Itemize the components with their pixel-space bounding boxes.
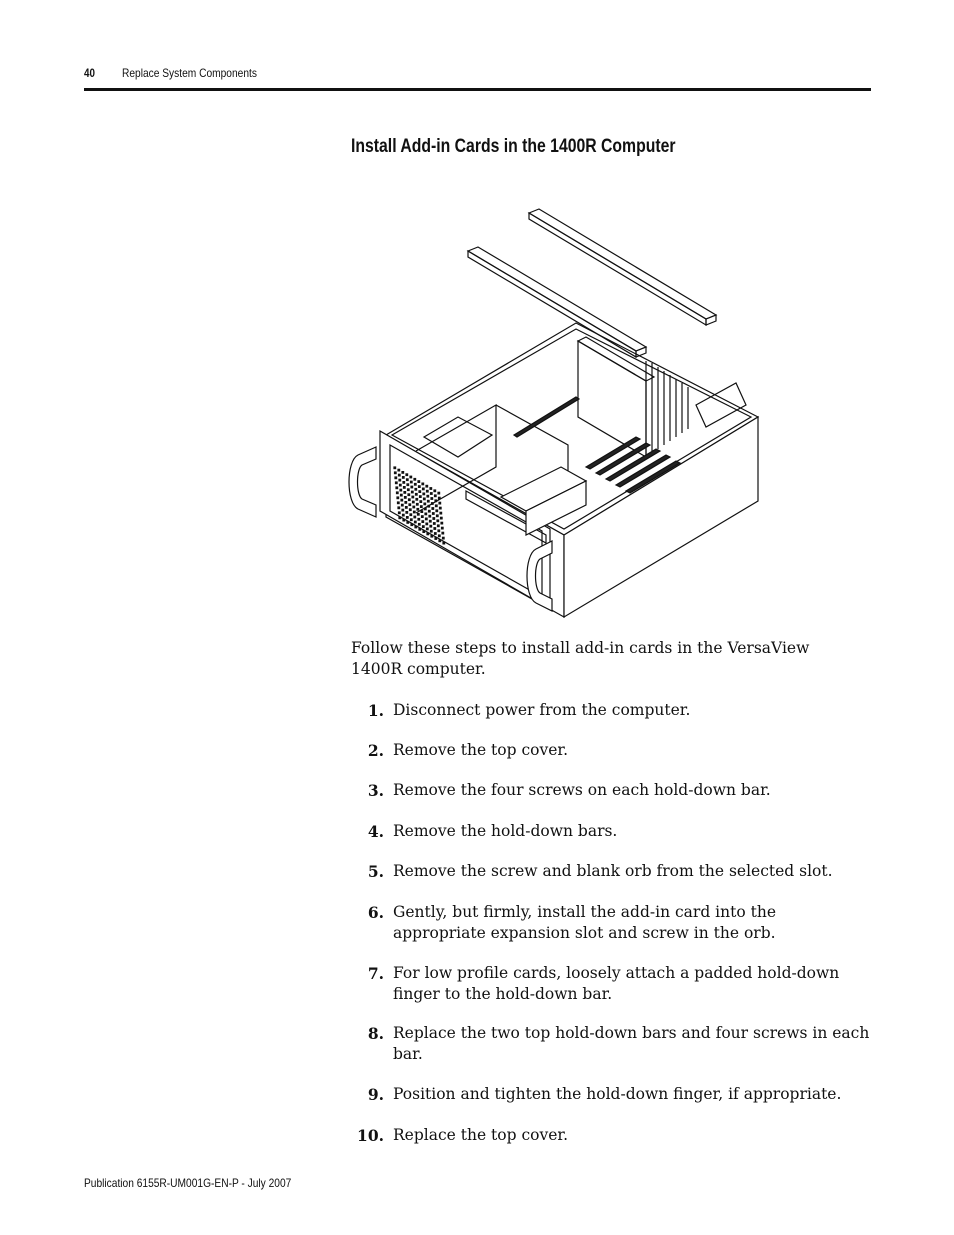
vent-hole: [430, 488, 432, 490]
running-header: Replace System Components: [122, 66, 257, 80]
vent-hole: [440, 507, 442, 509]
vent-hole: [409, 504, 411, 506]
vent-hole: [435, 495, 437, 497]
header-rule: [84, 88, 871, 91]
vent-hole: [434, 528, 436, 530]
vent-hole: [397, 497, 399, 499]
vent-hole: [432, 508, 434, 510]
hold-down-bars-drawing: [468, 209, 716, 357]
vent-hole: [435, 500, 437, 502]
vent-hole: [396, 482, 398, 484]
vent-hole: [431, 493, 433, 495]
vent-hole: [406, 474, 408, 476]
vent-hole: [431, 535, 433, 537]
vent-hole: [405, 502, 407, 504]
vent-hole: [423, 493, 425, 495]
vent-hole: [435, 538, 437, 540]
vent-hole: [407, 484, 409, 486]
vent-hole: [423, 488, 425, 490]
vent-hole: [407, 522, 409, 524]
vent-hole: [436, 505, 438, 507]
vent-hole: [407, 479, 409, 481]
vent-hole: [414, 479, 416, 481]
vent-hole: [402, 509, 404, 511]
vent-hole: [438, 525, 440, 527]
vent-hole: [443, 537, 445, 539]
vent-hole: [395, 477, 397, 479]
vent-hole: [442, 527, 444, 529]
vent-hole: [419, 491, 421, 493]
vent-hole: [404, 487, 406, 489]
vent-hole: [427, 533, 429, 535]
vent-hole: [404, 492, 406, 494]
vent-hole: [439, 502, 441, 504]
vent-hole: [425, 513, 427, 515]
vent-hole: [410, 514, 412, 516]
vent-hole: [425, 508, 427, 510]
publication-footer: Publication 6155R-UM001G-EN-P - July 2007: [84, 1176, 292, 1190]
vent-hole: [410, 509, 412, 511]
vent-hole: [424, 498, 426, 500]
step-item: 4. Remove the hold-down bars.: [367, 822, 618, 841]
vent-hole: [434, 523, 436, 525]
vent-hole: [431, 498, 433, 500]
vent-hole: [420, 496, 422, 498]
vent-hole: [403, 477, 405, 479]
vent-hole: [436, 510, 438, 512]
vent-hole: [408, 494, 410, 496]
vent-hole: [419, 486, 421, 488]
vent-hole: [434, 490, 436, 492]
vent-hole: [406, 507, 408, 509]
vent-hole: [437, 520, 439, 522]
vent-hole: [418, 519, 420, 521]
vent-hole: [438, 530, 440, 532]
step-item: 1. Disconnect power from the computer.: [367, 701, 691, 720]
vent-hole: [412, 496, 414, 498]
vent-hole: [410, 476, 412, 478]
vent-hole: [443, 542, 445, 544]
vent-hole: [432, 503, 434, 505]
vent-hole: [405, 497, 407, 499]
vent-hole: [421, 506, 423, 508]
vent-hole: [422, 516, 424, 518]
vent-hole: [428, 505, 430, 507]
chassis-drawing: [349, 323, 758, 617]
vent-hole: [438, 492, 440, 494]
vent-hole: [401, 499, 403, 501]
vent-hole: [399, 474, 401, 476]
vent-hole: [430, 525, 432, 527]
vent-hole: [397, 492, 399, 494]
vent-hole: [424, 503, 426, 505]
vent-hole: [416, 499, 418, 501]
vent-hole: [399, 512, 401, 514]
vent-hole: [395, 472, 397, 474]
step-item: 3. Remove the four screws on each hold-down bar.: [367, 781, 771, 800]
vent-hole: [415, 484, 417, 486]
intro-paragraph: Follow these steps to install add-in cards in the VersaView 1400R computer.: [351, 639, 810, 678]
vent-hole: [440, 512, 442, 514]
step-item: 6. Gently, but firmly, install the add-in card into the appropriate expansion slot and screw in the orb.: [367, 903, 776, 942]
vent-hole: [403, 482, 405, 484]
vent-hole: [414, 511, 416, 513]
vent-hole: [399, 479, 401, 481]
page-number: 40: [84, 66, 95, 80]
vent-hole: [411, 519, 413, 521]
step-item: 10. Replace the top cover.: [357, 1126, 569, 1145]
vent-hole: [411, 481, 413, 483]
step-item: 9. Position and tighten the hold-down finger, if appropriate.: [367, 1085, 842, 1104]
vent-hole: [398, 469, 400, 471]
vent-hole: [398, 507, 400, 509]
vent-hole: [439, 540, 441, 542]
vent-hole: [428, 500, 430, 502]
vent-hole: [426, 485, 428, 487]
vent-hole: [413, 506, 415, 508]
vent-hole: [433, 513, 435, 515]
vent-hole: [439, 535, 441, 537]
vent-hole: [427, 495, 429, 497]
vent-hole: [421, 511, 423, 513]
vent-hole: [423, 531, 425, 533]
vent-hole: [422, 483, 424, 485]
vent-hole: [426, 523, 428, 525]
vent-hole: [441, 522, 443, 524]
vent-hole: [402, 472, 404, 474]
vent-hole: [413, 501, 415, 503]
step-item: 7. For low profile cards, loosely attach a padded hold-down finger to the hold-down bar.: [367, 964, 840, 1003]
vent-hole: [418, 481, 420, 483]
vent-hole: [402, 504, 404, 506]
vent-hole: [435, 533, 437, 535]
vent-hole: [420, 501, 422, 503]
vent-hole: [400, 484, 402, 486]
vent-hole: [418, 514, 420, 516]
vent-hole: [431, 530, 433, 532]
vent-hole: [426, 518, 428, 520]
vent-hole: [415, 526, 417, 528]
vent-hole: [408, 489, 410, 491]
vent-hole: [403, 514, 405, 516]
vent-hole: [416, 494, 418, 496]
step-item: 2. Remove the top cover.: [367, 741, 569, 760]
vent-hole: [411, 524, 413, 526]
vent-hole: [414, 516, 416, 518]
vent-hole: [417, 504, 419, 506]
vent-hole: [427, 490, 429, 492]
vent-hole: [417, 509, 419, 511]
vent-hole: [439, 497, 441, 499]
vent-hole: [407, 517, 409, 519]
vent-hole: [441, 517, 443, 519]
vent-hole: [396, 487, 398, 489]
vent-hole: [423, 526, 425, 528]
vent-hole: [401, 494, 403, 496]
vent-hole: [406, 512, 408, 514]
vent-hole: [415, 489, 417, 491]
section-title: Install Add-in Cards in the 1400R Computer: [351, 136, 676, 157]
step-item: 8. Replace the two top hold-down bars and four screws in each bar.: [367, 1024, 870, 1063]
vent-hole: [429, 510, 431, 512]
vent-hole: [419, 524, 421, 526]
vent-hole: [429, 515, 431, 517]
vent-hole: [415, 521, 417, 523]
vent-hole: [422, 521, 424, 523]
vent-hole: [419, 529, 421, 531]
vent-hole: [427, 528, 429, 530]
vent-hole: [412, 491, 414, 493]
vent-hole: [437, 515, 439, 517]
computer-chassis-illustration: [346, 205, 766, 623]
vent-hole: [433, 518, 435, 520]
vent-hole: [403, 519, 405, 521]
vent-hole: [394, 467, 396, 469]
vent-hole: [409, 499, 411, 501]
vent-hole: [442, 532, 444, 534]
vent-hole: [400, 489, 402, 491]
step-item: 5. Remove the screw and blank orb from the selected slot.: [367, 862, 833, 881]
vent-hole: [430, 520, 432, 522]
vent-hole: [398, 502, 400, 504]
vent-hole: [399, 517, 401, 519]
vent-hole: [411, 486, 413, 488]
